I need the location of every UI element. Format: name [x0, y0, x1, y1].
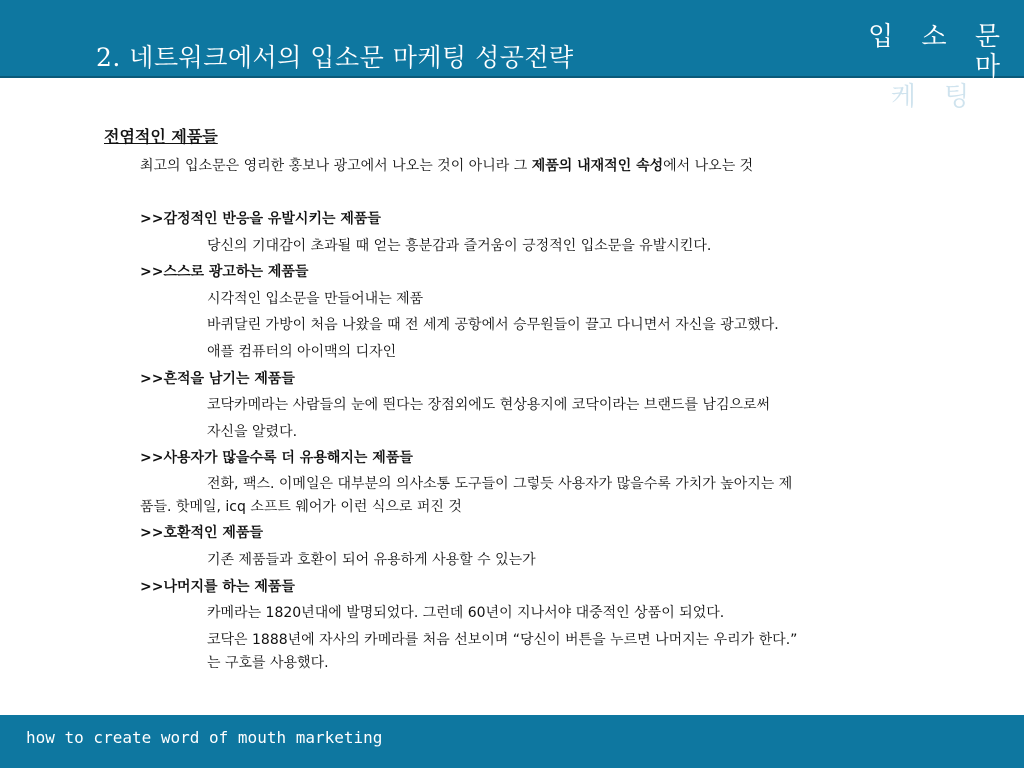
subheading-self-advertising: >>스스로 광고하는 제품들: [140, 264, 309, 280]
subheading-trace: >>흔적을 남기는 제품들: [140, 371, 295, 387]
body-line: 애플 컴퓨터의 아이맥의 디자인: [207, 344, 397, 360]
body-line: 바퀴달린 가방이 처음 나왔을 때 전 세계 공항에서 승무원들이 끌고 다니면서 자신을 광고했다.: [207, 317, 779, 333]
subheading-network-effect: >>사용자가 많을수록 더 유용해지는 제품들: [140, 450, 413, 466]
section-heading: 전염적인 제품들: [104, 127, 218, 146]
slide-title: 2. 네트워크에서의 입소문 마케팅 성공전략: [96, 43, 574, 72]
body-line: 코닥카메라는 사람들의 눈에 띈다는 장점외에도 현상용지에 코닥이라는 브랜드를 남김으로써: [207, 397, 771, 413]
intro-text-emphasis: 제품의 내재적인 속성: [531, 158, 664, 174]
body-line: 기존 제품들과 호환이 되어 유용하게 사용할 수 있는가: [207, 552, 536, 568]
intro-text-part-2: 에서 나오는 것: [663, 158, 754, 174]
subheading-rest: >>나머지를 하는 제품들: [140, 579, 295, 595]
footer-text: how to create word of mouth marketing: [26, 728, 383, 747]
subheading-compatible: >>호환적인 제품들: [140, 525, 264, 541]
body-line: 전화, 팩스. 이메일은 대부분의 의사소통 도구들이 그렇듯 사용자가 많을수록 가치가 높아지는 제: [207, 476, 793, 492]
body-line: 는 구호를 사용했다.: [207, 655, 329, 671]
corner-title-line-1: 입 소 문 마: [868, 22, 1010, 82]
body-line: 시각적인 입소문을 만들어내는 제품: [207, 291, 424, 307]
intro-text: [140, 155, 753, 175]
body-line: 당신의 기대감이 초과될 때 얻는 흥분감과 즐거움이 긍정적인 입소문을 유발시킨다.: [207, 238, 712, 254]
corner-title: [850, 22, 1010, 112]
body-line: 코닥은 1888년에 자사의 카메라를 처음 선보이며 “당신이 버튼을 누르면 나머지는 우리가 한다.”: [207, 632, 798, 648]
body-line: 카메라는 1820년대에 발명되었다. 그런데 60년이 지나서야 대중적인 상품이 되었다.: [207, 605, 725, 621]
body-line: 품들. 핫메일, icq 소프트 웨어가 이런 식으로 퍼진 것: [140, 499, 462, 515]
body-line: 자신을 알렸다.: [207, 424, 298, 440]
subheading-emotional: >>감정적인 반응을 유발시키는 제품들: [140, 211, 381, 227]
corner-title-line-2: 케 팅: [890, 82, 980, 112]
intro-text-part-1: 최고의 입소문은 영리한 홍보나 광고에서 나오는 것이 아니라 그: [140, 158, 532, 174]
